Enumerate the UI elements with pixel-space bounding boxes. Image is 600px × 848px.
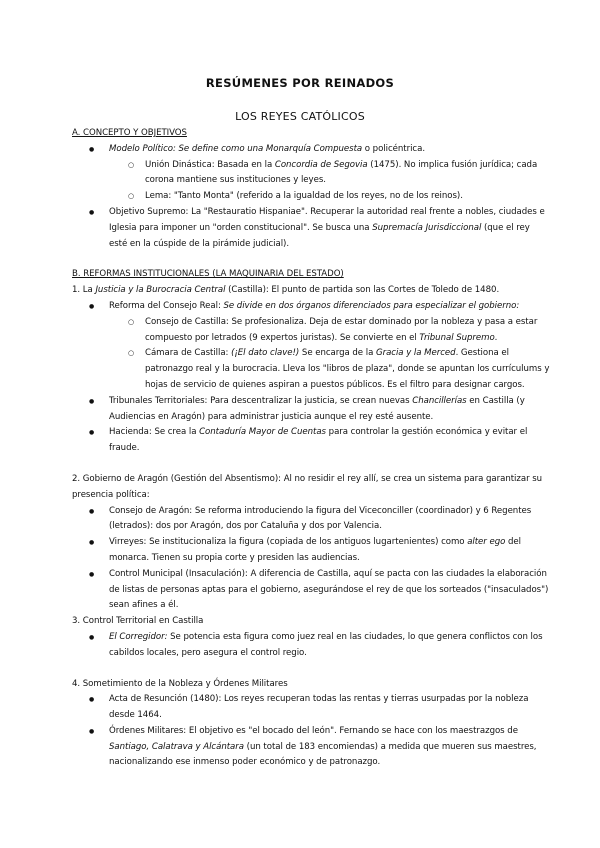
list-item: ● Virreyes: Se institucionaliza la figura (copiada de los antiguos lugartenientes) como alter ego del monarca. Tienen su propia corte y presiden las audiencias.: [72, 535, 550, 567]
sub-list-item: ○ Lema: "Tanto Monta" (referido a la igualdad de los reyes, no de los reinos).: [72, 189, 550, 205]
list-item: ● Acta de Resunción (1480): Los reyes recuperan todas las rentas y tierras usurpadas por la nobleza desde 1464.: [72, 692, 550, 724]
list-item: ● Órdenes Militares: El objetivo es "el bocado del león". Fernando se hace con los maestrazgos de Santiago, Calatrava y Alcántara (un total de 183 encomiendas) a medida que mueren sus maestres, nacionalizando ese inmenso poder económico y de patronazgo.: [72, 724, 550, 771]
numbered-item: 2. Gobierno de Aragón (Gestión del Absentismo): Al no residir el rey allí, se crea un sistema para garantizar su presencia política:: [72, 473, 543, 500]
section-a-heading: A. CONCEPTO Y OBJETIVOS: [72, 128, 187, 138]
list-item: ● Reforma del Consejo Real: Se divide en dos órganos diferenciados para especializar el gobierno:: [72, 299, 550, 315]
numbered-item: 1. La Justicia y la Burocracia Central (Castilla): El punto de partida son las Cortes de Toledo de 1480.: [72, 285, 500, 296]
list-item: ● Tribunales Territoriales: Para descentralizar la justicia, se crean nuevas Chancillerías en Castilla (y Audiencias en Aragón) para administrar justicia aunque el rey esté ausente.: [72, 394, 550, 426]
document-body: [72, 126, 550, 771]
list-item: ● Consejo de Aragón: Se reforma introduciendo la figura del Viceconciller (coordinador) y 6 Regentes (letrados): dos por Aragón, dos por Cataluña y dos por Valencia.: [72, 504, 550, 536]
numbered-item: 4. Sometimiento de la Nobleza y Órdenes Militares: [72, 678, 288, 689]
section-b-heading: B. REFORMAS INSTITUCIONALES (LA MAQUINARIA DEL ESTADO): [72, 269, 344, 280]
list-item: ● Hacienda: Se crea la Contaduría Mayor de Cuentas para controlar la gestión económica y evitar el fraude.: [72, 425, 550, 457]
sub-list-item: ○ Cámara de Castilla: (¡El dato clave!) Se encarga de la Gracia y la Merced. Gestiona el patronazgo real y la burocracia. Lleva los "libros de plaza", donde se apuntan los currículums y hojas de servicio de quienes aspiran a puestos públicos. Es el filtro para designar cargos.: [72, 346, 550, 393]
list-item: ● Control Municipal (Insaculación): A diferencia de Castilla, aquí se pacta con las ciudades la elaboración de listas de personas aptas para el gobierno, asegurándose el rey de que los sorteados ("insaculados") sean afines a él.: [72, 567, 550, 614]
sub-list-item: ○ Consejo de Castilla: Se profesionaliza. Deja de estar dominado por la nobleza y pasa a estar compuesto por letrados (9 expertos juristas). Se convierte en el Tribunal Supremo.: [72, 315, 550, 347]
sub-list-item: ○ Unión Dinástica: Basada en la Concordia de Segovia (1475). No implica fusión jurídica; cada corona mantiene sus instituciones y leyes.: [72, 158, 550, 190]
numbered-item: 3. Control Territorial en Castilla: [72, 616, 204, 627]
list-item: ● El Corregidor: Se potencia esta figura como juez real en las ciudades, lo que genera conflictos con los cabildos locales, pero asegura el control regio.: [72, 630, 550, 662]
list-item: ● Modelo Político: Se define como una Monarquía Compuesta o policéntrica.: [72, 142, 550, 158]
list-item: ● Objetivo Supremo: La "Restauratio Hispaniae". Recuperar la autoridad real frente a nobles, ciudades e Iglesia para imponer un "orden constitucional". Se busca una Supremacía Jurisdiccional (que el rey esté en la cúspide de la pirámide judicial).: [72, 205, 550, 252]
document-title: RESÚMENES POR REINADOS: [205, 76, 395, 90]
document-subtitle: LOS REYES CATÓLICOS: [235, 110, 365, 123]
